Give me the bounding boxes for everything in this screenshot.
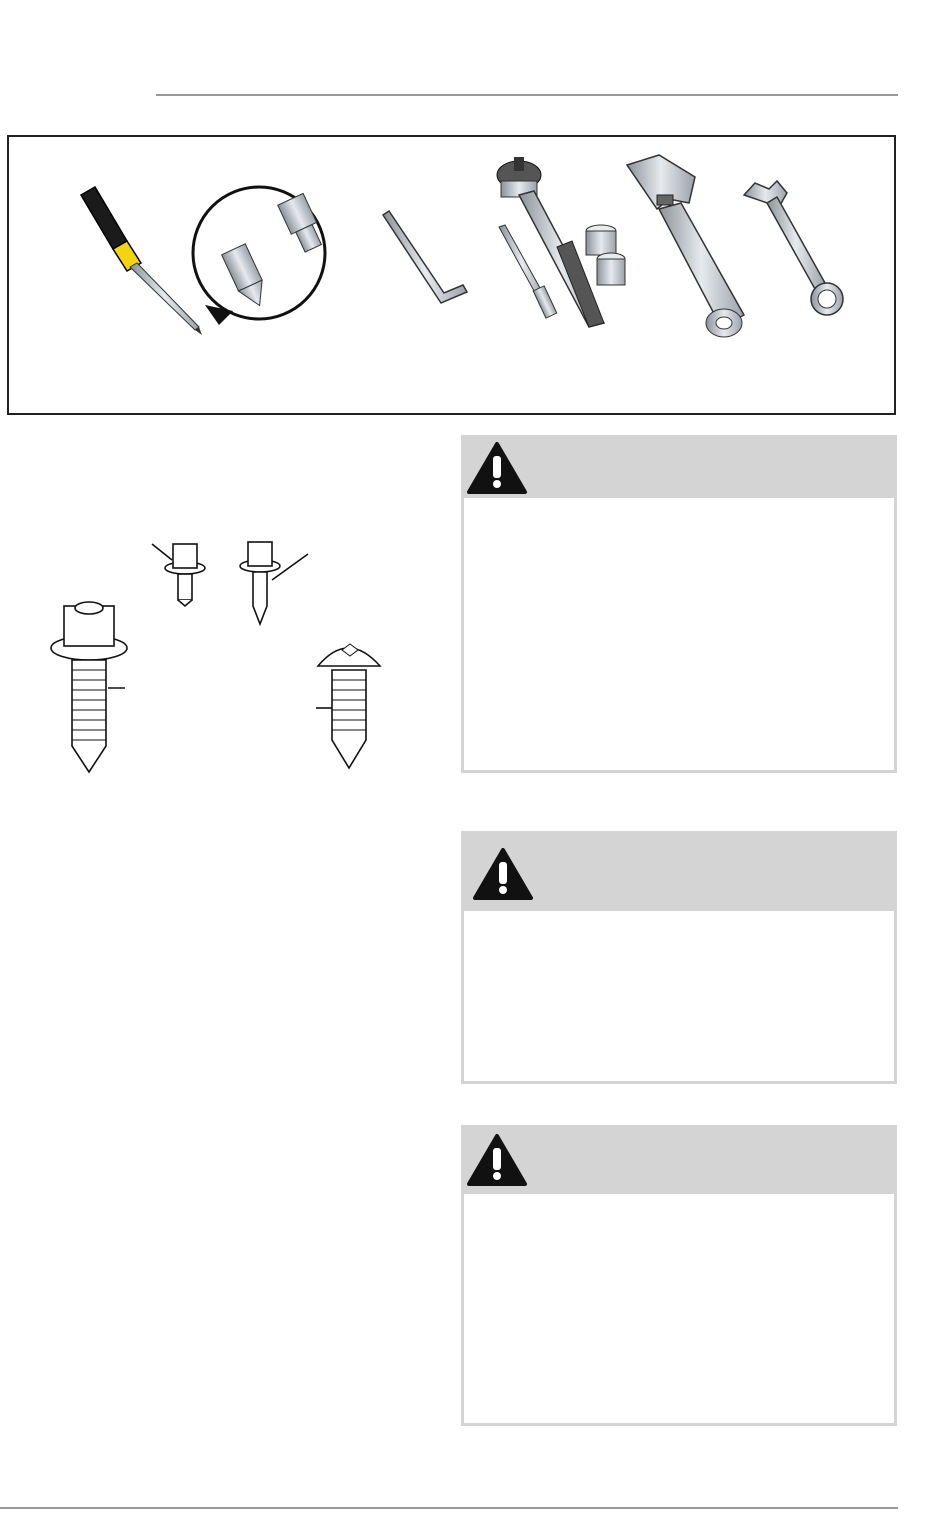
warning-box [461, 831, 897, 1084]
adjustable-wrench-icon [627, 155, 744, 337]
large-round-head-screw-icon [316, 644, 380, 768]
warning-triangle-icon [472, 846, 534, 902]
warning-box [461, 1125, 897, 1426]
warning-body [464, 1194, 894, 1226]
large-flange-bolt-icon [51, 602, 127, 772]
warning-box [461, 435, 897, 773]
warning-triangle-icon [466, 1132, 528, 1188]
warning-triangle-icon [466, 440, 528, 496]
header-rule [156, 94, 898, 96]
hex-key-icon [383, 211, 467, 303]
ratchet-socket-set-icon [497, 157, 625, 327]
warning-header [464, 1128, 894, 1194]
fasteners-illustration [0, 520, 440, 780]
small-self-tapping-screw-icon [240, 542, 308, 624]
tools-illustration-box [7, 135, 896, 415]
small-flange-bolt-icon [152, 544, 205, 606]
warning-header [464, 438, 894, 498]
warning-header [464, 834, 894, 911]
footer-rule [0, 1507, 898, 1509]
driver-bits-icon [193, 187, 326, 325]
warning-body [464, 498, 894, 530]
warning-body [464, 911, 894, 943]
screwdriver-icon [81, 187, 202, 335]
combination-wrench-icon [744, 181, 843, 315]
